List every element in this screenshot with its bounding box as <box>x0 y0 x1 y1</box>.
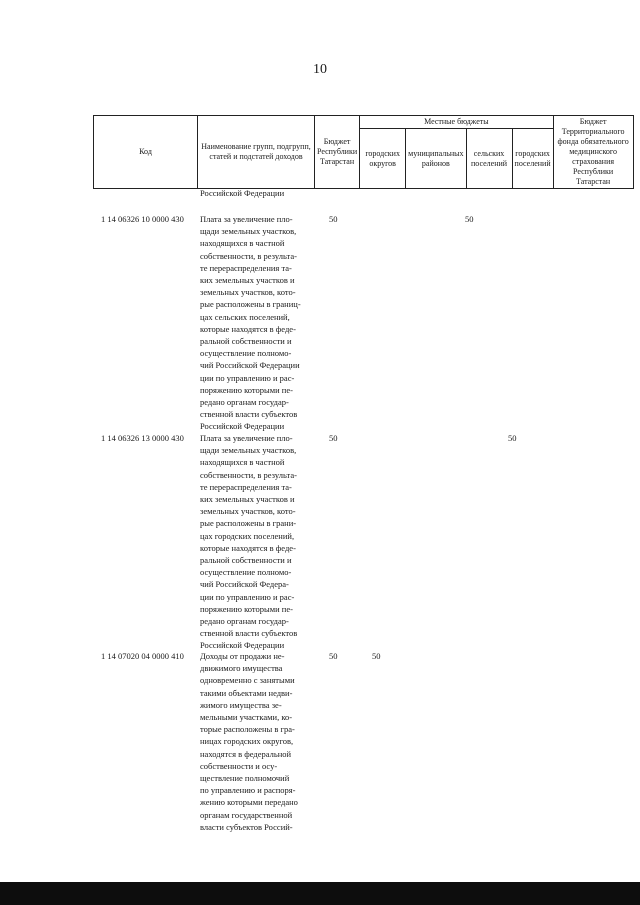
row-name: Плата за увеличение пло- щади земельных участков, находящихся в частной собственности, в результа- те перераспределения та- ких земельных участков и земельных участков, кото- рые расположены в границ- цах сельских поселений, которые находятся в феде- ральной собственности и осуществление полномо- чий Российской Федерации ции по управлению и рас- поряжению которыми пе- редано органам государ- ственной власти субъектов Российской Федерации <box>200 214 301 432</box>
row-code: 1 14 06326 10 0000 430 <box>101 214 184 224</box>
header-fund-budget: Бюджет Территориального фонда обязательного медицинского страхования Республики Татарстан <box>553 116 633 189</box>
header-city-districts: городских округов <box>360 129 406 189</box>
header-urban-settlements: городских поселений <box>512 129 553 189</box>
row-rt-budget: 50 <box>329 651 338 661</box>
row-code: 1 14 06326 13 0000 430 <box>101 433 184 443</box>
carryover-text: Российской Федерации <box>200 188 285 198</box>
header-code: Код <box>94 116 198 189</box>
row-rt-budget: 50 <box>329 433 338 443</box>
row-urban-settlements: 50 <box>508 433 517 443</box>
header-municipal-districts: муниципальных районов <box>406 129 466 189</box>
header-rt-budget: Бюджет Республики Татарстан <box>315 116 360 189</box>
header-local-budgets: Местные бюджеты <box>360 116 553 129</box>
row-name: Плата за увеличение пло- щади земельных участков, находящихся в частной собственности, в результа- те перераспределения та- ких земельных участков и земельных участков, кото- рые расположены в грани- цах городских поселений, которые находятся в феде- ральной собственности и осуществление полномо- чий Российской Федера- ции по управлению и рас- поряжению которыми пе- редано органам государ- ственной власти субъектов Российской Федерации <box>200 433 298 651</box>
page-number: 10 <box>313 62 327 77</box>
row-code: 1 14 07020 04 0000 410 <box>101 651 184 661</box>
row-name: Доходы от продажи не- движимого имущества одновременно с занятыми такими объектами недви- жимого имущества зе- мельными участками, ко- торые расположены в гра- ницах городских округов, находятся в федеральной собственности и осу- ществление полномочий по управлению и распоря- жению которыми передано органам государственной власти субъектов Россий- <box>200 651 298 832</box>
header-name: Наименование групп, подгрупп, статей и подстатей доходов <box>198 116 315 189</box>
scan-edge-bar <box>0 882 640 905</box>
budget-header-table <box>93 115 634 189</box>
row-rural-settlements: 50 <box>465 214 474 224</box>
row-rt-budget: 50 <box>329 214 338 224</box>
header-rural-settlements: сельских поселений <box>466 129 512 189</box>
row-city-districts: 50 <box>372 651 381 661</box>
